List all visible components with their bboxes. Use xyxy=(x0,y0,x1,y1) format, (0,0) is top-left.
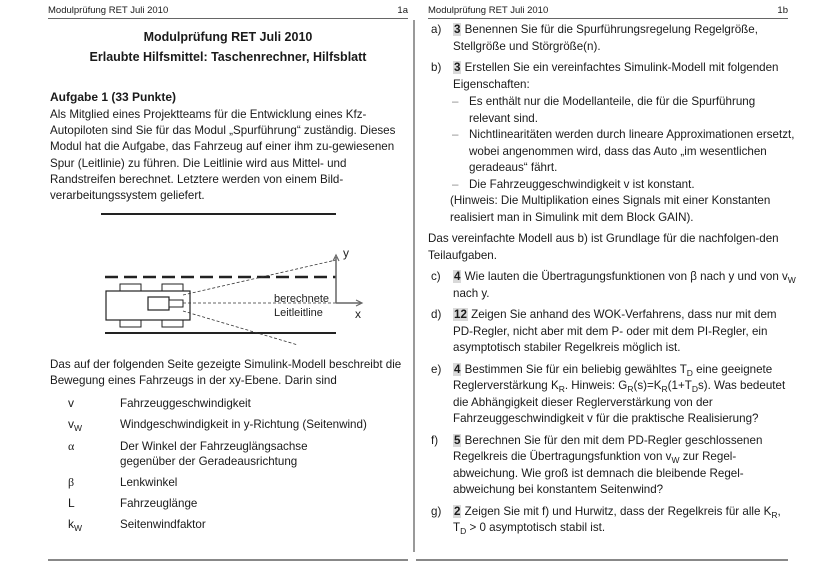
symbol: $v_W$ xyxy=(68,417,83,434)
question-c: c) 4 Wie lauten die Übertragungsfunktionen von β nach y und von $v_W$ nach y. xyxy=(428,269,796,302)
question-a xyxy=(428,22,796,55)
points-badge: 12 xyxy=(454,308,467,321)
page-number: 1b xyxy=(777,5,788,16)
dash-bullet-icon: – xyxy=(452,128,459,141)
question-d xyxy=(428,307,796,357)
symbol-row xyxy=(48,475,413,490)
guide-line-label-2: Leitleitline xyxy=(274,307,323,319)
question-label: e) xyxy=(431,362,442,376)
question-e: e) 4 Bestimmen Sie für ein beliebig gewähltes $T_D$ eine geeignete Reglerverstärkung $K_R$. Hinweis: $G_R(s)=K_R(1+T_Ds)$. Was bedeutet die Abhängigkeit dieser Reglerverstärkung von der Fahrzeuggeschwindigkeit v für die praktische Realisierung? xyxy=(428,362,796,428)
task-title: Aufgabe 1 (33 Punkte) xyxy=(50,90,177,104)
points-badge: 2 xyxy=(454,504,461,518)
symbol: β xyxy=(68,474,75,489)
points-badge: 3 xyxy=(454,23,461,36)
footer-rule xyxy=(48,559,408,561)
bullet-item: – Es enthält nur die Modellanteile, die für die Spurführung relevant sind. xyxy=(450,94,796,127)
symbol: $k_W$ xyxy=(68,517,83,534)
bullet-item: – Nichtlinearitäten werden durch lineare Approximationen ersetzt, wobei angenommen wird, dass das Auto „im wesentlichen geradeaus“ fährt. xyxy=(450,127,796,177)
symbol-definition: Lenkwinkel xyxy=(120,475,178,489)
running-header-title: Modulprüfung RET Juli 2010 xyxy=(428,5,549,16)
question-b xyxy=(428,60,796,93)
symbol-definition: Fahrzeuglänge xyxy=(120,497,198,511)
running-header xyxy=(48,5,408,19)
requirement-bullets xyxy=(450,94,796,226)
question-label: c) xyxy=(431,270,441,283)
symbol-definition: Fahrzeuggeschwindigkeit xyxy=(120,397,251,410)
footer-rule xyxy=(416,559,788,561)
lane-diagram xyxy=(68,205,388,345)
symbol-row xyxy=(48,417,413,432)
question-text: Zeigen Sie anhand des WOK-Verfahrens, dass nur mit dem PD-Regler, nicht aber mit dem P- oder mit dem PI-Regler, ein asymptotisch stabiler Regelkreis möglich ist. xyxy=(453,308,777,354)
x-axis-label: x xyxy=(355,307,361,321)
document-title: Modulprüfung RET Juli 2010 xyxy=(143,30,313,44)
question-g: g) 2 Zeigen Sie mit f) und Hurwitz, dass der Regelkreis für alle $K_R$, $T_D > 0$ asymptotisch stabil ist. xyxy=(428,504,796,537)
question-label: d) xyxy=(431,308,442,321)
document-subtitle: Erlaubte Hilfsmittel: Taschenrechner, Hilfsblatt xyxy=(89,50,367,64)
page-number: 1a xyxy=(397,5,408,16)
question-text: Benennen Sie für die Spurführungsregelung Regelgröße, Stellgröße und Störgröße(n). xyxy=(453,23,758,53)
symbol-row xyxy=(48,439,413,469)
dash-bullet-icon: – xyxy=(452,95,459,108)
symbol-row xyxy=(48,517,413,532)
dash-bullet-icon: – xyxy=(452,177,459,191)
car xyxy=(106,284,190,327)
symbol-definition: Seitenwindfaktor xyxy=(120,518,206,532)
bullet-item: – Die Fahrzeuggeschwindigkeit v ist konstant. xyxy=(450,177,796,194)
points-badge: 4 xyxy=(454,362,461,376)
points-badge: 3 xyxy=(454,61,461,74)
transition-text: Das vereinfachte Modell aus b) ist Grundlage für die nachfolgen-den Teilaufgaben. xyxy=(428,232,779,262)
model-description: Das auf der folgenden Seite gezeigte Simulink-Modell beschreibt die Bewegung eines Fahrzeugs in der xy-Ebene. Darin sind xyxy=(50,358,402,388)
running-header xyxy=(428,5,788,19)
question-list xyxy=(428,22,796,542)
question-label: a) xyxy=(431,23,442,36)
symbol: L xyxy=(68,496,75,511)
question-label: f) xyxy=(431,433,439,447)
symbol: α xyxy=(68,438,75,453)
symbol: v xyxy=(68,396,74,410)
page-1b xyxy=(428,0,796,565)
symbol-row xyxy=(48,496,413,511)
page-1a xyxy=(48,0,408,565)
symbol-list xyxy=(48,396,413,539)
points-badge: 4 xyxy=(454,270,461,283)
column-divider xyxy=(413,20,415,552)
points-badge: 5 xyxy=(454,433,461,447)
y-axis-label: y xyxy=(343,246,349,260)
question-label: b) xyxy=(431,61,442,74)
question-text: Erstellen Sie ein vereinfachtes Simulink-Modell mit folgenden Eigenschaften: xyxy=(453,61,779,91)
running-header-title: Modulprüfung RET Juli 2010 xyxy=(48,5,169,16)
symbol-definition: Windgeschwindigkeit in y-Richtung (Seitenwind) xyxy=(120,418,367,432)
question-f: f) 5 Berechnen Sie für den mit dem PD-Regler geschlossenen Regelkreis die Übertragungsfunktion von $v_W$ zur Regel-abweichung. Wie groß ist demnach die bleibende Regel-abweichung bei konstantem Seitenwind? xyxy=(428,433,796,499)
guide-line-label-1: berechnete xyxy=(274,293,330,305)
question-label: g) xyxy=(431,504,442,518)
hint-note: (Hinweis: Die Multiplikation eines Signals mit einer Konstanten realisiert man in Simulink mit dem Block GAIN). xyxy=(450,194,771,224)
symbol-definition: Der Winkel der Fahrzeuglängsachse gegenüber der Geradeausrichtung xyxy=(120,439,308,468)
intro-paragraph: Als Mitglied eines Projektteams für die Entwicklung eines Kfz-Autopiloten sind Sie für das Modul „Spurführung“ zuständig. Dieses Modul hat die Aufgabe, das Fahrzeug auf einer ihm zu-gewiesenen Spur (Leitlinie) zu führen. Die Leitlinie wird aus Mittel- und Randstreifen berechnet. Letztere werden von einem Bild-verarbeitungssystem geliefert. xyxy=(50,108,396,203)
symbol-row xyxy=(48,396,413,411)
